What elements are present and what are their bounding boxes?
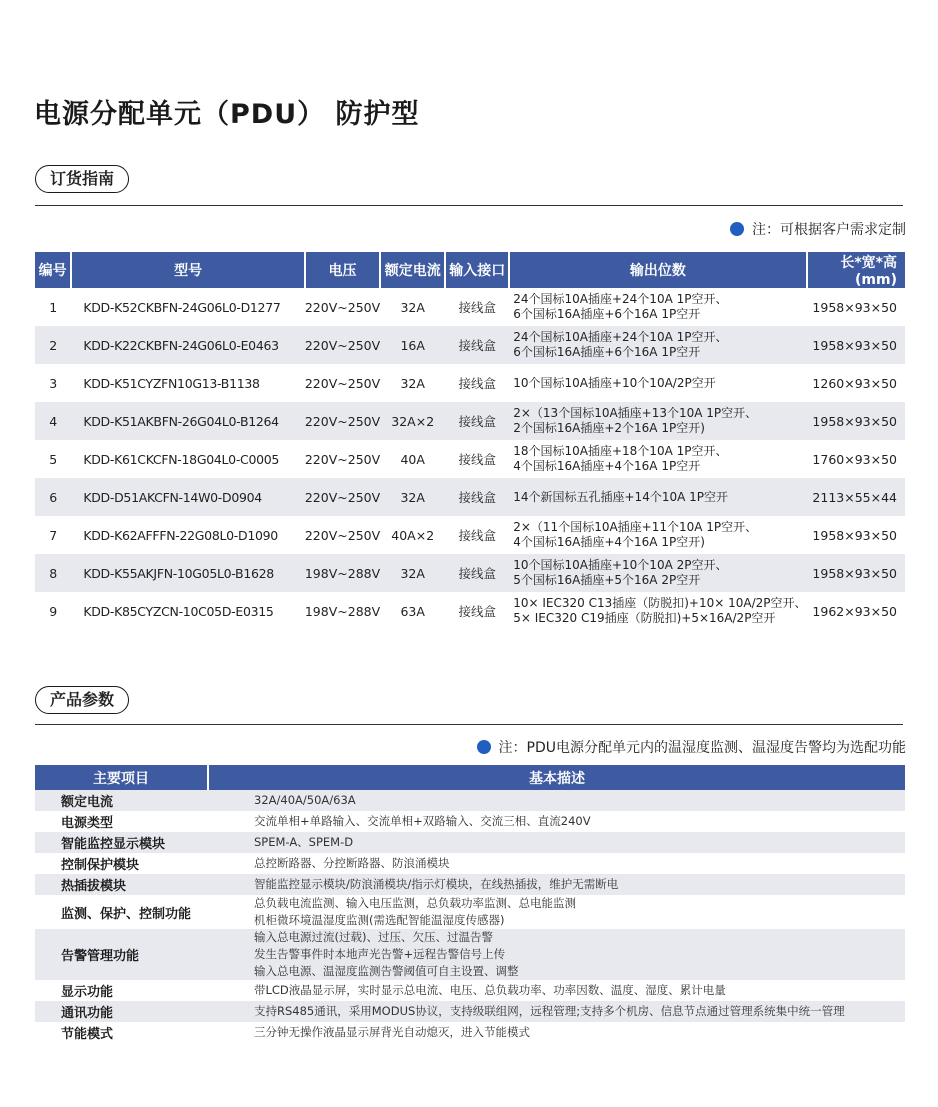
row-current: 32A: [380, 554, 445, 592]
param-line: 交流单相+单路输入、交流单相+双路输入、交流三相、直流240V: [254, 814, 591, 828]
params-note: [477, 737, 906, 757]
row-no: 8: [35, 554, 71, 592]
table-row: [35, 554, 905, 592]
row-current: 63A: [380, 592, 445, 630]
row-current: 32A: [380, 364, 445, 402]
order-table: [35, 252, 905, 630]
param-value: [208, 895, 905, 929]
param-row: [35, 811, 905, 832]
params-section-divider: [35, 724, 903, 725]
table-row: [35, 402, 905, 440]
row-model: KDD-K22CKBFN-24G06L0-E0463: [71, 326, 305, 364]
header-input: 输入接口: [445, 252, 509, 288]
param-key: 节能模式: [35, 1022, 208, 1043]
row-output-line1: 2×（11个国标10A插座+11个10A 1P空开、: [513, 520, 758, 534]
row-output: [509, 326, 806, 364]
row-input: 接线盒: [445, 288, 509, 326]
header-item: 主要项目: [35, 765, 208, 790]
row-no: 6: [35, 478, 71, 516]
table-row: [35, 440, 905, 478]
row-current: 32A: [380, 478, 445, 516]
order-note: [730, 219, 906, 239]
table-row: [35, 592, 905, 630]
row-no: 5: [35, 440, 71, 478]
row-output-line2: 4个国标16A插座+4个16A 1P空开): [513, 535, 705, 549]
order-note-text: 注：可根据客户需求定制: [752, 222, 906, 238]
row-no: 9: [35, 592, 71, 630]
row-input: 接线盒: [445, 402, 509, 440]
row-voltage: 220V~250V: [305, 440, 380, 478]
param-value: [208, 853, 905, 874]
row-voltage: 220V~250V: [305, 402, 380, 440]
row-no: 2: [35, 326, 71, 364]
param-value: [208, 1001, 905, 1022]
row-dimensions: 1958×93×50: [807, 326, 905, 364]
row-output-line1: 24个国标10A插座+24个10A 1P空开、: [513, 330, 728, 344]
param-value: [208, 1022, 905, 1043]
row-output: [509, 592, 806, 630]
param-row: [35, 1022, 905, 1043]
row-current: 16A: [380, 326, 445, 364]
row-output: [509, 516, 806, 554]
row-model: KDD-K51AKBFN-26G04L0-B1264: [71, 402, 305, 440]
order-section-label: 订货指南: [35, 165, 129, 193]
row-model: KDD-K51CYZFN10G13-B1138: [71, 364, 305, 402]
row-dimensions: 1962×93×50: [807, 592, 905, 630]
param-row: [35, 929, 905, 980]
row-no: 4: [35, 402, 71, 440]
row-output: [509, 364, 806, 402]
row-dimensions: 1260×93×50: [807, 364, 905, 402]
row-voltage: 220V~250V: [305, 288, 380, 326]
param-value: [208, 874, 905, 895]
table-row: [35, 288, 905, 326]
param-key: 控制保护模块: [35, 853, 208, 874]
order-section-divider: [35, 205, 903, 206]
param-value: [208, 832, 905, 853]
row-input: 接线盒: [445, 592, 509, 630]
param-line: 发生告警事件时本地声光告警+远程告警信号上传: [254, 947, 506, 961]
param-row: [35, 895, 905, 929]
row-voltage: 220V~250V: [305, 516, 380, 554]
table-row: [35, 364, 905, 402]
param-line: 32A/40A/50A/63A: [254, 793, 356, 807]
param-key: 显示功能: [35, 980, 208, 1001]
row-current: 32A×2: [380, 402, 445, 440]
row-output-line2: 6个国标16A插座+6个16A 1P空开: [513, 345, 701, 359]
row-current: 40A: [380, 440, 445, 478]
param-value: [208, 811, 905, 832]
header-description: 基本描述: [208, 765, 905, 790]
row-output-line2: 2个国标16A插座+2个16A 1P空开): [513, 421, 705, 435]
param-key: 智能监控显示模块: [35, 832, 208, 853]
table-row: [35, 478, 905, 516]
row-model: KDD-K85CYZCN-10C05D-E0315: [71, 592, 305, 630]
param-line: 总控断路器、分控断路器、防浪涌模块: [254, 856, 450, 870]
header-output: 输出位数: [509, 252, 806, 288]
param-line: 输入总电源过流(过载)、过压、欠压、过温告警: [254, 930, 493, 944]
param-row: [35, 980, 905, 1001]
params-section-label: 产品参数: [35, 686, 129, 714]
row-input: 接线盒: [445, 364, 509, 402]
row-model: KDD-K55AKJFN-10G05L0-B1628: [71, 554, 305, 592]
row-output-line1: 14个新国标五孔插座+14个10A 1P空开: [513, 489, 728, 504]
row-output-line2: 5× IEC320 C19插座（防脱扣)+5×16A/2P空开: [513, 611, 776, 625]
row-output-line1: 10× IEC320 C13插座（防脱扣)+10× 10A/2P空开、: [513, 596, 807, 610]
row-input: 接线盒: [445, 326, 509, 364]
row-output: [509, 440, 806, 478]
row-input: 接线盒: [445, 478, 509, 516]
param-row: [35, 832, 905, 853]
row-no: 1: [35, 288, 71, 326]
row-output: [509, 554, 806, 592]
header-model: 型号: [71, 252, 305, 288]
param-line: SPEM-A、SPEM-D: [254, 835, 354, 849]
row-output-line2: 6个国标16A插座+6个16A 1P空开: [513, 307, 701, 321]
params-header-row: [35, 765, 905, 790]
header-no: 编号: [35, 252, 71, 288]
row-input: 接线盒: [445, 554, 509, 592]
param-line: 机柜微环境温湿度监测(需选配智能温湿度传感器): [254, 913, 505, 927]
row-output-line1: 2×（13个国标10A插座+13个10A 1P空开、: [513, 406, 758, 420]
param-row: [35, 790, 905, 811]
param-row: [35, 874, 905, 895]
param-value: [208, 980, 905, 1001]
header-current: 额定电流: [380, 252, 445, 288]
param-key: 热插拔模块: [35, 874, 208, 895]
param-key: 通讯功能: [35, 1001, 208, 1022]
row-input: 接线盒: [445, 516, 509, 554]
bullet-dot-icon: [477, 740, 491, 754]
order-header-row: [35, 252, 905, 288]
header-dimensions: 长*宽*高(mm): [807, 252, 905, 288]
row-output-line2: 4个国标16A插座+4个16A 1P空开: [513, 459, 701, 473]
bullet-dot-icon: [730, 222, 744, 236]
row-model: KDD-K52CKBFN-24G06L0-D1277: [71, 288, 305, 326]
row-dimensions: 2113×55×44: [807, 478, 905, 516]
row-voltage: 220V~250V: [305, 364, 380, 402]
header-voltage: 电压: [305, 252, 380, 288]
row-dimensions: 1958×93×50: [807, 402, 905, 440]
row-output-line1: 10个国标10A插座+10个10A 2P空开、: [513, 558, 728, 572]
param-line: 带LCD液晶显示屏，实时显示总电流、电压、总负载功率、功率因数、温度、湿度、累计电量: [254, 983, 726, 997]
param-value: [208, 929, 905, 980]
table-row: [35, 326, 905, 364]
param-value: [208, 790, 905, 811]
param-key: 额定电流: [35, 790, 208, 811]
param-row: [35, 1001, 905, 1022]
row-model: KDD-D51AKCFN-14W0-D0904: [71, 478, 305, 516]
param-line: 总负载电流监测、输入电压监测，总负载功率监测、总电能监测: [254, 896, 576, 910]
row-dimensions: 1760×93×50: [807, 440, 905, 478]
row-output-line1: 24个国标10A插座+24个10A 1P空开、: [513, 292, 728, 306]
row-model: KDD-K61CKCFN-18G04L0-C0005: [71, 440, 305, 478]
row-output-line1: 18个国标10A插座+18个10A 1P空开、: [513, 444, 728, 458]
row-voltage: 198V~288V: [305, 554, 380, 592]
param-line: 支持RS485通讯，采用MODUS协议，支持级联组网，远程管理;支持多个机房、信息节点通过管理系统集中统一管理: [254, 1004, 845, 1018]
row-output: [509, 402, 806, 440]
row-no: 3: [35, 364, 71, 402]
row-output: [509, 288, 806, 326]
row-voltage: 220V~250V: [305, 326, 380, 364]
params-note-text: 注：PDU电源分配单元内的温湿度监测、温湿度告警均为选配功能: [498, 740, 906, 756]
page-title: 电源分配单元（PDU） 防护型: [34, 99, 420, 130]
row-voltage: 220V~250V: [305, 478, 380, 516]
row-current: 40A×2: [380, 516, 445, 554]
row-dimensions: 1958×93×50: [807, 288, 905, 326]
table-row: [35, 516, 905, 554]
row-no: 7: [35, 516, 71, 554]
row-output-line1: 10个国标10A插座+10个10A/2P空开: [513, 375, 716, 390]
param-line: 智能监控显示模块/防浪涌模块/指示灯模块，在线热插拔，维护无需断电: [254, 877, 619, 891]
param-row: [35, 853, 905, 874]
row-dimensions: 1958×93×50: [807, 516, 905, 554]
param-key: 告警管理功能: [35, 929, 208, 980]
param-key: 电源类型: [35, 811, 208, 832]
row-current: 32A: [380, 288, 445, 326]
params-table: [35, 765, 905, 1043]
row-output-line2: 5个国标16A插座+5个16A 2P空开: [513, 573, 701, 587]
row-voltage: 198V~288V: [305, 592, 380, 630]
row-model: KDD-K62AFFFN-22G08L0-D1090: [71, 516, 305, 554]
param-key: 监测、保护、控制功能: [35, 895, 208, 929]
param-line: 输入总电源、温湿度监测告警阈值可自主设置、调整: [254, 964, 519, 978]
row-input: 接线盒: [445, 440, 509, 478]
row-output: [509, 478, 806, 516]
row-dimensions: 1958×93×50: [807, 554, 905, 592]
param-line: 三分钟无操作液晶显示屏背光自动熄灭，进入节能模式: [254, 1025, 530, 1039]
